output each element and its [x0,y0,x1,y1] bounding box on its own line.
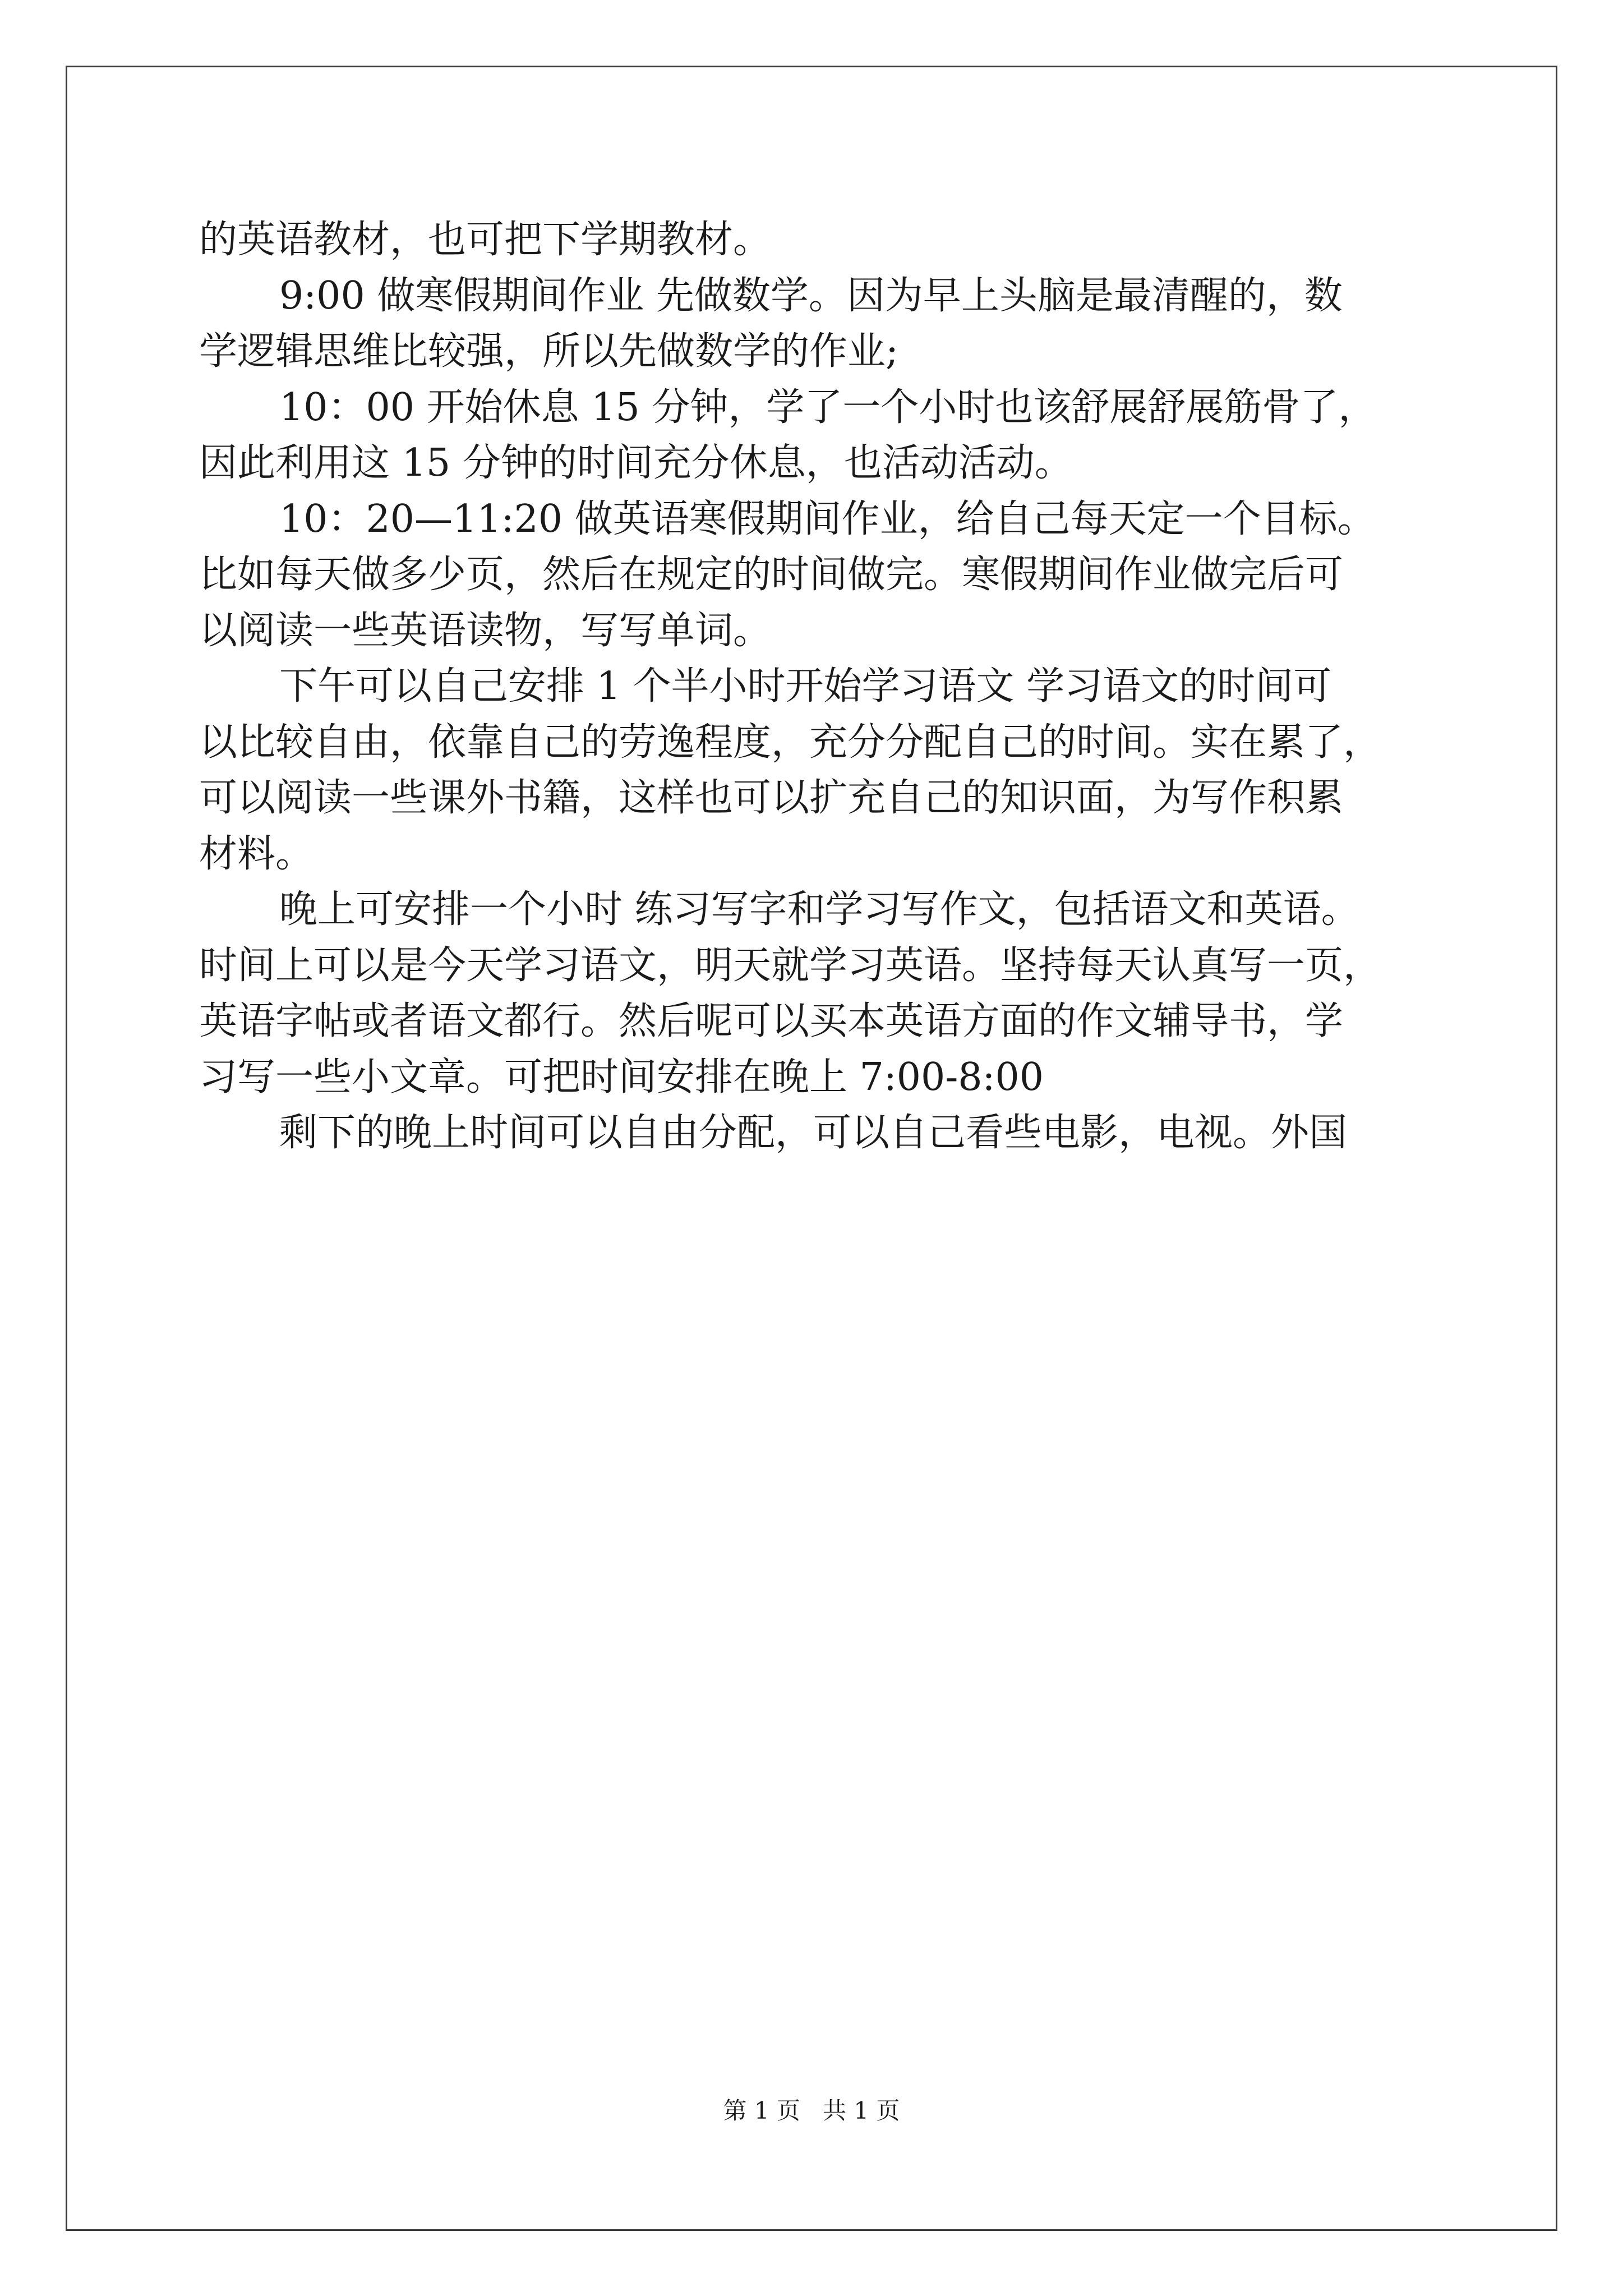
text-line: 晚上可安排一个小时 练习写字和学习写作文，包括语文和英语。 [279,887,1359,932]
page-total: 共 1 页 [823,2097,900,2124]
text-line: 时间上可以是今天学习语文，明天就学习英语。坚持每天认真写一页， [199,943,1382,988]
text-line: 9:00 做寒假期间作业 先做数学。因为早上头脑是最清醒的，数 [279,273,1343,318]
text-line: 的英语教材，也可把下学期教材。 [199,218,772,262]
text-line: 可以阅读一些课外书籍，这样也可以扩充自己的知识面，为写作积累 [199,776,1344,820]
text-line: 习写一些小文章。可把时间安排在晚上 7:00-8:00 [199,1055,1044,1099]
text-line: 以阅读一些英语读物，写写单词。 [199,608,772,653]
text-line: 10：00 开始休息 15 分钟，学了一个小时也该舒展舒展筋骨了， [279,385,1377,430]
text-line: 因此利用这 15 分钟的时间充分休息，也活动活动。 [199,441,1073,485]
text-line: 下午可以自己安排 1 个半小时开始学习语文 学习语文的时间可 [279,664,1332,708]
body-text [199,212,1433,1161]
text-line: 10：20—11:20 做英语寒假期间作业，给自己每天定一个目标。 [279,496,1376,541]
text-line: 以比较自由，依靠自己的劳逸程度，充分分配自己的时间。实在累了， [199,720,1382,765]
text-line: 学逻辑思维比较强，所以先做数学的作业; [199,329,898,374]
page-footer [0,2092,1623,2126]
text-line: 比如每天做多少页，然后在规定的时间做完。寒假期间作业做完后可 [199,553,1344,597]
text-line: 材料。 [199,831,314,876]
text-line: 剩下的晚上时间可以自由分配，可以自己看些电影，电视。外国 [279,1111,1348,1155]
text-line: 英语字帖或者语文都行。然后呢可以买本英语方面的作文辅导书，学 [199,999,1344,1043]
page-number: 第 1 页 [723,2097,800,2124]
